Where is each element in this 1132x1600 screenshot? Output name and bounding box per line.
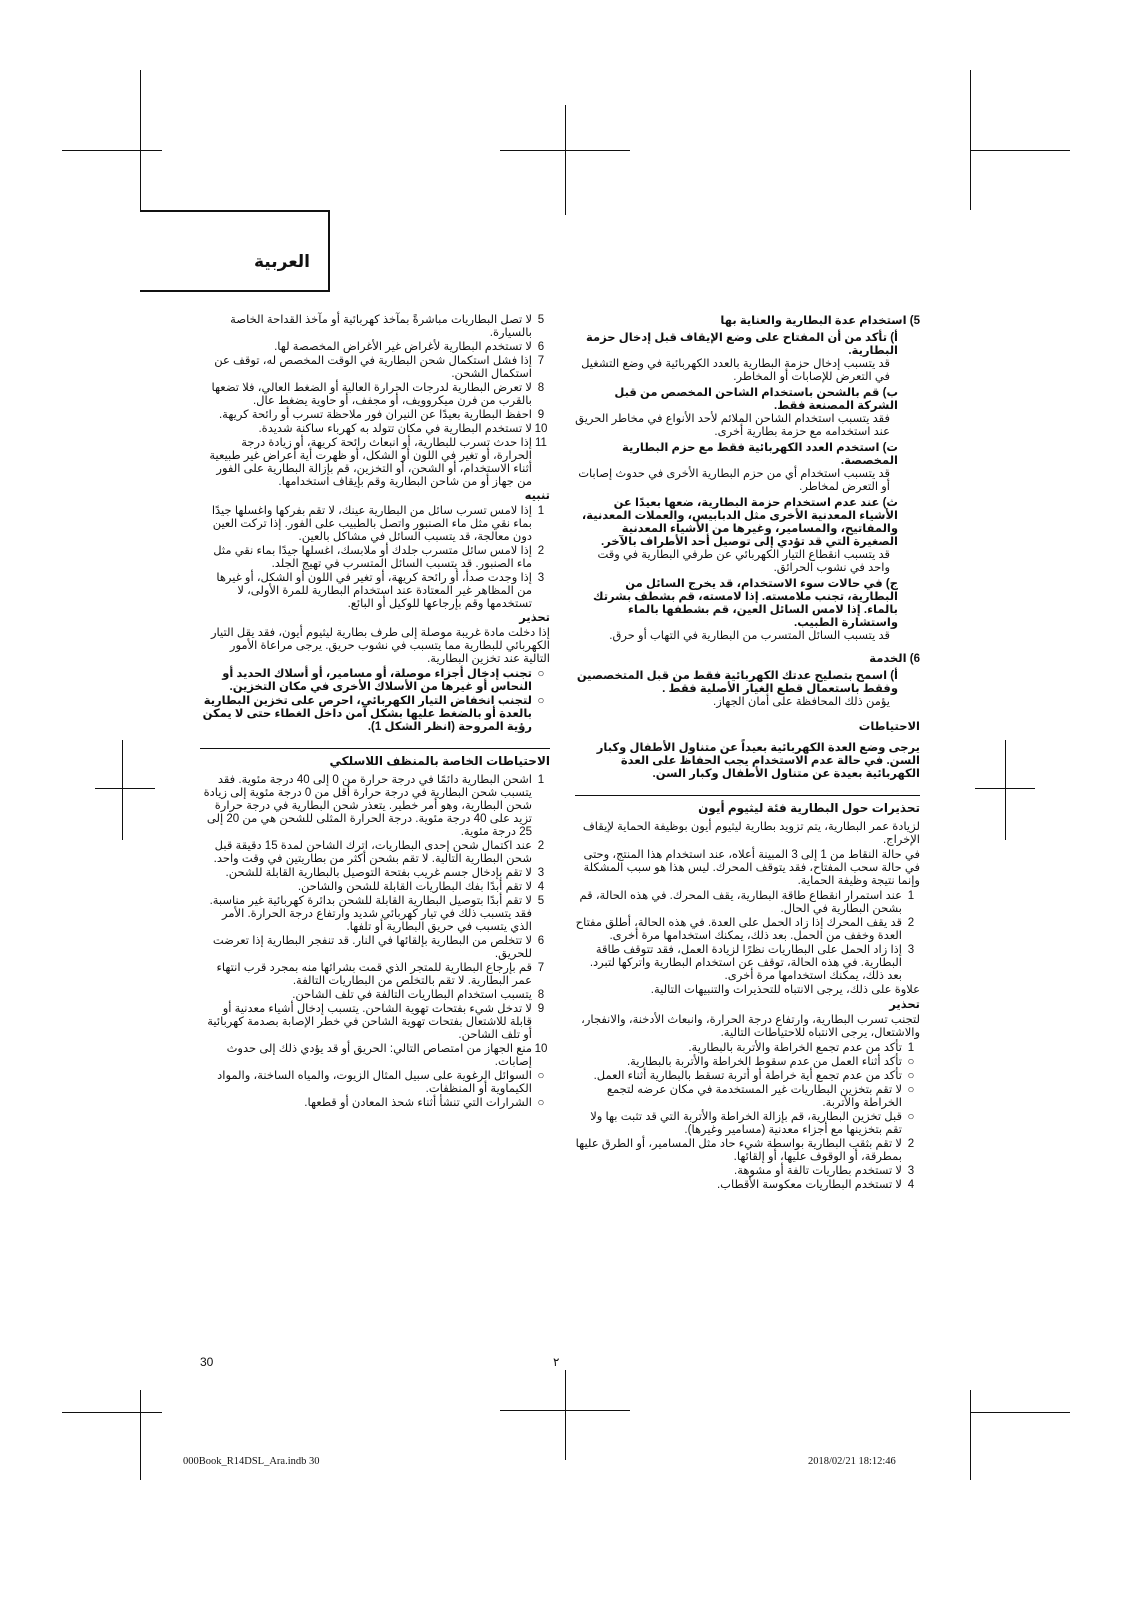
list-item: 9 لا تدخل شيء بفتحات تهوية الشاحن. يتسبب إدخال أشياء معدنية أو قابلة للاشتعال بفتحات تهوية الشاحن في خطر الإصابة بصدمة كهربائية أو تلف الشاحن. [207, 1003, 545, 1041]
list-item: ○ تأكد من عدم تجمع أية خراطة أو أتربة تسقط بالبطارية أثناء العمل. [593, 1070, 915, 1082]
list-item: 3 لا تستخدم بطاريات تالفة أو مشوهة. [734, 1165, 915, 1177]
item-6a-text: يؤمن ذلك المحافظة على أمان الجهاز. [713, 696, 890, 708]
list-item: 7 إذا فشل استكمال شحن البطارية في الوقت المخصص له، توقف عن استكمال الشحن. [214, 355, 545, 380]
crop-mark [970, 70, 971, 210]
list-item: 2 لا تقم بثقب البطارية بواسطة شيء حاد مثل المسامير، أو الطرق عليها بمطرقة، أو الوقوف عليها، أو إلقائها. [575, 1138, 915, 1163]
caution-label: تنبيه [524, 490, 550, 502]
item-th-text: قد يتسبب انقطاع التيار الكهربائي عن طرفي البطارية في وقت واحد في نشوب الحرائق. [597, 549, 890, 574]
crop-mark [970, 150, 1070, 151]
list-item: ○ تجنب إدخال أجزاء موصلة، أو مسامير، أو أسلاك الحديد أو النحاس أو غيرها من الأسلاك الأخرى في مكان التخزين. [222, 668, 545, 693]
crop-mark [565, 105, 566, 215]
warning-2-label: تحذير [519, 612, 550, 624]
list-item: ○ قبل تخزين البطارية، قم بإزالة الخراطة والأتربة التي قد تثبت بها ولا تقم بتخزينها مع أجزاء معدنية (مسامير وغيرها). [590, 1111, 915, 1136]
li-ion-intro: لزيادة عمر البطارية، يتم تزويد بطارية ليثيوم أيون بوظيفة الحماية لإيقاف الإخراج. [582, 821, 920, 846]
list-item: ○ تأكد أثناء العمل من عدم سقوط الخراطة والأتربة بالبطارية. [626, 1056, 915, 1068]
list-item: 2 إذا لامس سائل متسرب جلدك أو ملابسك، اغسلها جيدًا بماء نقي مثل ماء الصنبور. قد يتسبب السائل المتسرب في تهيج الجلد. [213, 545, 545, 570]
page-number: 30 [200, 1355, 214, 1369]
item-b-text: فقد يتسبب استخدام الشاحن الملائم لأحد الأنواع في مخاطر الحريق عند استخدامه مع حزمة بطارية أخرى. [575, 413, 890, 438]
left-column [200, 314, 550, 1111]
list-item: 3 لا تقم بإدخال جسم غريب بفتحة التوصيل بالبطارية القابلة للشحن. [225, 867, 545, 879]
precautions-title: الاحتياطات [858, 721, 920, 733]
warning-2-text: إذا دخلت مادة غريبة موصلة إلى طرف بطارية ليثيوم أيون، فقد يقل التيار الكهربائي للبطارية مما يتسبب في نشوب حريق. يرجى مراعاة الأمور التالية عند تخزين البطارية. [210, 627, 550, 665]
list-item: 1 تأكد من عدم تجمع الخراطة والأتربة بالبطارية. [688, 1042, 915, 1054]
crop-mark [970, 1412, 1070, 1413]
list-item: 11 إذا حدث تسرب للبطارية، أو انبعاث رائحة كريهة، أو زيادة درجة الحرارة، أو تغير في اللون أو الشكل، أو ظهرت أية أعراض غير طبيعية أثناء الاستخدام، أو الشحن، أو التخزين، قم بإزالة البطارية على الفور من جهاز أو من شاحن البطارية وقم بإيقاف استخدامها. [209, 437, 547, 488]
list-item: 2 قد يقف المحرك إذا زاد الحمل على العدة. في هذه الحالة، أطلق مفتاح العدة وخفف من الحمل. بعد ذلك، يمكنك استخدامها مرة أخرى. [575, 917, 915, 942]
list-item: ○ الشرارات التي تنشأ أثناء شحذ المعادن أو قطعها. [304, 1097, 545, 1109]
list-item: 3 إذا زاد الحمل على البطاريات نظرًا لزيادة العمل، فقد تتوقف طاقة البطارية. في هذه الحالة، توقف عن استخدام البطارية واتركها لتبرد. بعد ذلك، يمكنك استخدامها مرة أخرى. [589, 944, 915, 982]
list-item: 7 قم بإرجاع البطارية للمتجر الذي قمت بشرائها منه بمجرد قرب انتهاء عمر البطارية. لا تقم بالتخلص من البطاريات التالفة. [216, 962, 545, 987]
crop-mark [140, 70, 141, 210]
right-column [575, 315, 920, 1193]
list-item: ○ السوائل الرغوية على سبيل المثال الزيوت، والمياه الساخنة، والمواد الكيماوية أو المنظفات. [217, 1070, 545, 1095]
list-item: 8 يتسبب استخدام البطاريات التالفة في تلف الشاحن. [292, 989, 545, 1001]
warning-label: تحذير [889, 999, 920, 1011]
cordless-title: الاحتياطات الخاصة بالمنظف اللاسلكي [200, 748, 550, 768]
list-item: 10 منع الجهاز من امتصاص التالي: الحريق أو قد يؤدي ذلك إلى حدوث إصابات. [226, 1043, 548, 1068]
list-item: 3 إذا وجدت صدأ، أو رائحة كريهة، أو تغير في اللون أو الشكل، أو غيرها من المظاهر غير المعتادة عند استخدام البطارية للمرة الأولى، لا تستخدمها وقم بإرجاعها للوكيل أو البائع. [216, 572, 545, 610]
list-item: 10 لا تستخدم البطارية في مكان تتولد به كهرباء ساكنة شديدة. [258, 423, 548, 435]
crop-mark [95, 788, 155, 789]
file-name: 000Book_R14DSL_Ara.indb 30 [183, 1456, 320, 1467]
list-item: 4 لا تقم أبدًا بفك البطاريات القابلة للشحن والشاحن. [297, 881, 545, 893]
item-th-title: ث) عند عدم استخدام حزمة البطارية، ضعها بعيدًا عن الأشياء المعدنية الأخرى مثل الدبابيس، والعملات المعدنية، والمفاتيح، والمسامير، وغيرها من الأشياء المعدنية الصغيرة التي قد تؤدي إلى توصيل أحد الأطراف بالآخر. [581, 497, 898, 548]
list-item: 2 عند اكتمال شحن إحدى البطاريات، اترك الشاحن لمدة 15 دقيقة قبل شحن البطارية التالية. لا تقم بشحن أكثر من بطاريتين في وقت واحد. [213, 840, 545, 865]
item-t-title: ت) استخدم العدد الكهربائية فقط مع حزم البطارية المخصصة. [621, 442, 898, 467]
arabic-page-number: ٢ [553, 1355, 560, 1369]
item-t-text: قد يتسبب استخدام أي من حزم البطارية الأخرى في حدوث إصابات أو التعرض لمخاطر. [578, 468, 890, 493]
item-j-title: ج) في حالات سوء الاستخدام، قد يخرج السائل من البطارية، تجنب ملامسته. إذا لامسته، قم بشطف بشرتك بالماء. إذا لامس السائل العين، قم بشطفها بالماء واستشارة الطبيب. [592, 578, 898, 629]
precautions-text: يرجى وضع العدة الكهربائية بعيداً عن متناول الأطفال وكبار السن. في حالة عدم الاستخدام يجب الحفاظ على العدة الكهربائية بعيدة عن متناول الأطفال وكبار السن. [596, 742, 920, 780]
item-6a-title: أ) اسمح بتصليح عدتك الكهربائية فقط من قبل المتخصصين وفقط باستعمال قطع الغيار الأصلية فقط . [576, 670, 898, 695]
list-item: ○ لا تقم بتخزين البطاريات غير المستخدمة في مكان عرضه لتجمع الخراطة والأتربة. [606, 1084, 915, 1109]
list-item: 4 لا تستخدم البطاريات معكوسة الأقطاب. [716, 1179, 915, 1191]
list-item: 1 إذا لامس تسرب سائل من البطارية عينك، لا تقم بفركها واغسلها جيدًا بماء نقي مثل ماء الصنبور واتصل بالطبيب على الفور. إذا تركت العين دون معالجة، قد يتسبب السائل في مشاكل بالعين. [211, 505, 545, 543]
crop-mark [140, 1390, 141, 1480]
timestamp: 2018/02/21 18:12:46 [808, 1456, 896, 1467]
list-item: 5 لا تقم أبدًا بتوصيل البطارية القابلة للشحن بدائرة كهربائية غير مناسبة. فقد يتسبب ذلك في تيار كهربائي شديد وارتفاع درجة الحرارة. الأمر الذي يتسبب في حريق البطارية أو تلفها. [209, 895, 545, 933]
item-a-title: أ) تأكد من أن المفتاح على وضع الإيقاف قبل إدخال حزمة البطارية. [586, 332, 898, 357]
crop-mark [970, 1390, 971, 1480]
crop-mark [122, 740, 123, 840]
li-ion-intro-2: في حالة النقاط من 1 إلى 3 المبينة أعلاه، عند استخدام هذا المنتج، وحتى في حالة سحب المفتاح، فقد يتوقف المحرك. ليس هذا هو سبب المشكلة وإنما نتيجة وظيفة الحماية. [583, 849, 920, 887]
list-item: 8 لا تعرض البطارية لدرجات الحرارة العالية أو الضغط العالي، فلا تضعها بالقرب من فرن ميكروويف، أو مجفف، أو حاوية يضغط عال. [211, 382, 545, 407]
li-ion-title: تحذيرات حول البطارية فئة ليثيوم أيون [575, 795, 920, 815]
warning-intro: لتجنب تسرب البطارية، وارتفاع درجة الحرارة، وانبعاث الأدخنة، والانفجار، والاشتعال، يرجى الانتباه للاحتياطات التالية. [581, 1014, 920, 1039]
list-item: ○ لتجنب انخفاض التيار الكهربائي، احرص على تخزين البطارية بالعدة أو بالضغط عليها بشكل آمن داخل الغطاء حتى لا يمكن رؤية المروحة (انظر الشكل 1). [202, 695, 545, 733]
item-a-text: قد يتسبب إدخال حزمة البطارية بالعدد الكهربائية في وضع التشغيل في التعرض للإصابات أو المخاطر. [581, 358, 890, 383]
crop-mark [1005, 740, 1006, 840]
list-item: 6 لا تتخلص من البطارية بإلقائها في النار. قد تنفجر البطارية إذا تعرضت للحريق. [212, 935, 545, 960]
item-b-title: ب) قم بالشحن باستخدام الشاحن المخصص من قبل الشركة المصنعة فقط. [614, 387, 898, 412]
list-item: 9 احفظ البطارية بعيدًا عن النيران فور ملاحظة تسرب أو رائحة كريهة. [218, 409, 545, 421]
section-5-title: 5) استخدام عدة البطارية والعناية بها [720, 315, 920, 327]
section-6-title: 6) الخدمة [869, 653, 920, 665]
list-item: 1 اشحن البطارية دائمًا في درجة حرارة من 0 إلى 40 درجة مئوية. فقد يتسبب شحن البطارية في درجة حرارة أقل من 0 درجة مئوية إلى زيادة شحن البطارية، وهو أمر خطير. يتعذر شحن البطارية في درجة حرارة تزيد على 40 درجة مئوية. درجة الحرارة المثلى للشحن هي من 20 إلى 25 درجة مئوية. [203, 774, 545, 838]
crop-mark [62, 1412, 162, 1413]
list-item: 5 لا تصل البطاريات مباشرةً بمآخذ كهربائية أو مآخذ القداحة الخاصة بالسيارة. [230, 314, 545, 339]
list-item: 1 عند استمرار انقطاع طاقة البطارية، يقف المحرك. في هذه الحالة، قم بشحن البطارية في الحال. [579, 890, 915, 915]
language-tab [140, 210, 330, 292]
list-item: 6 لا تستخدم البطارية لأغراض غير الأغراض المخصصة لها. [274, 341, 545, 353]
language-tab-label: العربية [253, 252, 310, 271]
item-j-text: قد يتسبب السائل المتسرب من البطارية في التهاب أو حرق. [609, 630, 890, 642]
crop-mark [565, 1370, 566, 1460]
crop-mark [62, 150, 162, 151]
li-ion-after: علاوة على ذلك، يرجى الانتباه للتحذيرات والتنبيهات التالية. [650, 984, 920, 996]
